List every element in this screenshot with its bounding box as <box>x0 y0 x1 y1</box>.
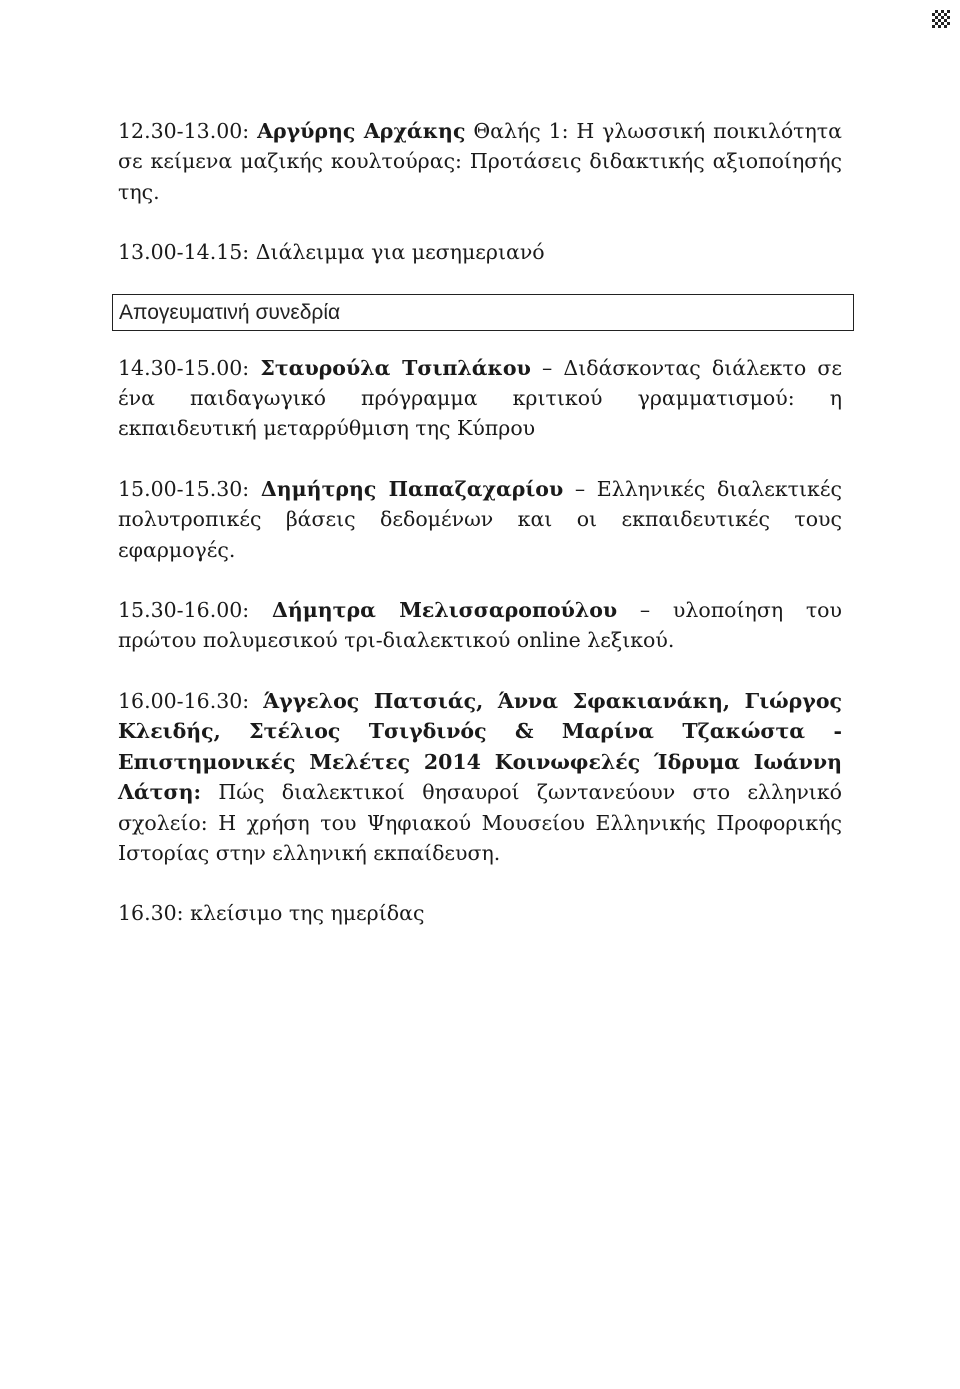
entry-time: 16.00-16.30: <box>118 688 250 713</box>
entry-time: 13.00-14.15: <box>118 240 250 265</box>
entry-time: 15.30-16.00: <box>118 598 250 623</box>
session-heading: Απογευματινή συνεδρία <box>119 300 341 324</box>
entry-title: κλείσιμο της ημερίδας <box>190 901 425 926</box>
entry-dash: – <box>574 476 586 501</box>
entry-speaker: Δήμητρα Μελισσαροπούλου <box>271 598 618 623</box>
schedule-entry-1530 <box>118 595 842 656</box>
entry-time: 16.30: <box>118 901 184 926</box>
entry-speaker: Σταυρούλα Τσιπλάκου <box>260 355 531 380</box>
entry-title: Πώς διαλεκτικοί θησαυροί ζωντανεύουν στο ελληνικό σχολείο: Η χρήση του Ψηφιακού Μουσείου Ελληνικής Προφορικής Ιστορίας στην ελληνική εκπαίδευση. <box>118 780 842 865</box>
document-page <box>118 116 842 957</box>
entry-title: Διδάσκοντας διάλεκτο σε ένα παιδαγωγικό πρόγραμμα κριτικού γραμματισμού: η εκπαιδευτική μεταρρύθμιση της Κύπρου <box>118 355 842 441</box>
entry-time: 14.30-15.00: <box>118 355 250 380</box>
schedule-entry-1430 <box>118 353 842 444</box>
entry-time: 12.30-13.00: <box>118 119 250 143</box>
entry-title: Διάλειμμα για μεσημεριανό <box>255 240 545 265</box>
entry-speaker: Δημήτρης Παπαζαχαρίου <box>260 476 564 501</box>
schedule-entry-1230 <box>118 116 842 207</box>
entry-time: 15.00-15.30: <box>118 476 250 501</box>
entry-dash: – <box>639 598 651 623</box>
schedule-entry-1630 <box>118 898 842 928</box>
entry-title: υλοποίηση του πρώτου πολυμεσικού τρι-διαλεκτικού online λεξικού. <box>118 598 842 653</box>
schedule-entry-1300 <box>118 237 842 267</box>
entry-speaker: Άγγελος Πατσιάς, Άννα Σφακιανάκη, Γιώργος Κλειδής, Στέλιος Τσιγδινός & Μαρίνα Τζακώστα - Επιστημονικές Μελέτες 2014 Κοινωφελές Ίδρυμα Ιωάννη Λάτση: <box>118 688 842 805</box>
schedule-entry-1500 <box>118 474 842 565</box>
session-heading-box <box>112 294 854 331</box>
entry-title: Θαλής 1: Η γλωσσική ποικιλότητα σε κείμενα μαζικής κουλτούρας: Προτάσεις διδακτικής αξιοποίησής της. <box>118 119 842 204</box>
entry-dash: – <box>541 355 553 380</box>
entry-speaker: Αργύρης Αρχάκης <box>257 119 466 143</box>
corner-checker-mark <box>932 10 950 28</box>
entry-title: Ελληνικές διαλεκτικές πολυτροπικές βάσεις δεδομένων και οι εκπαιδευτικές τους εφαρμογές. <box>118 476 842 562</box>
schedule-entry-1600 <box>118 686 842 868</box>
